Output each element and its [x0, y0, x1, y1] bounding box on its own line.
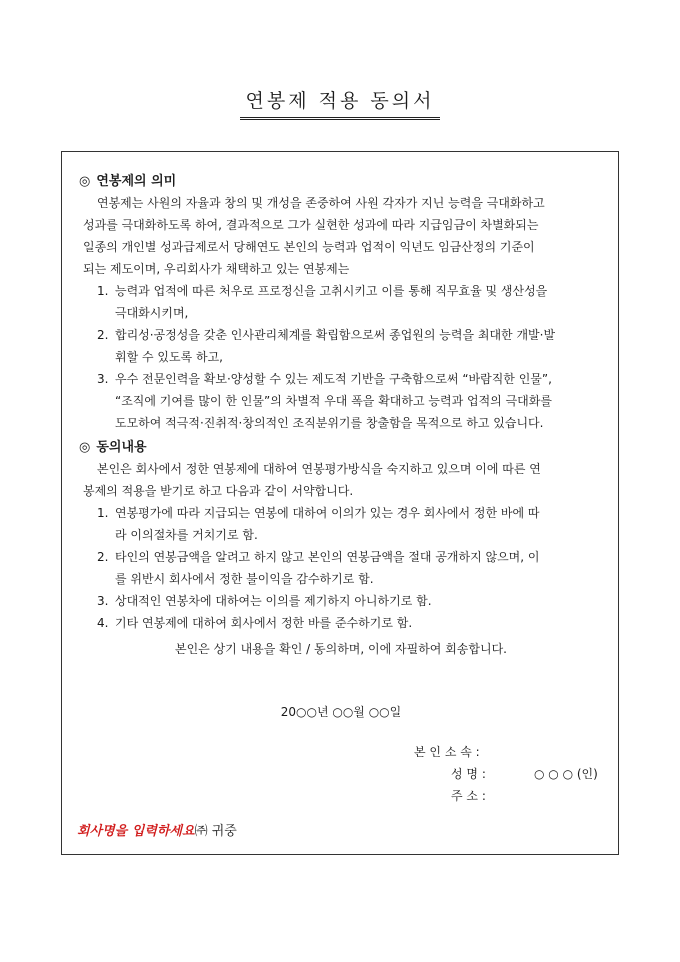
- item-number: 3.: [97, 372, 109, 386]
- item-text: 타인의 연봉금액을 알려고 하지 않고 본인의 연봉금액을 절대 공개하지 않으며, 이: [115, 550, 540, 564]
- signature-affiliation: 본 인 소 속 :: [414, 745, 480, 759]
- item-text: 휘할 수 있도록 하고,: [115, 350, 223, 364]
- item-text: 극대화시키며,: [115, 306, 189, 320]
- section1-heading: [79, 170, 176, 189]
- item-text: 도모하여 적극적·진취적·창의적인 조직분위기를 창출함을 목적으로 하고 있습니다.: [115, 416, 544, 430]
- section2-heading: [79, 436, 147, 455]
- recipient-suffix: ㈜ 귀중: [194, 824, 237, 839]
- item-text: 상대적인 연봉차에 대하여는 이의를 제기하지 아니하기로 함.: [115, 594, 432, 608]
- section2-intro: [83, 458, 603, 502]
- item-text: 기타 연봉제에 대하여 회사에서 정한 바를 준수하기로 함.: [115, 616, 413, 630]
- item-text: 능력과 업적에 따른 처우로 프로정신을 고취시키고 이를 통해 직무효율 및 생산성을: [115, 284, 548, 298]
- title-wrap: [0, 86, 680, 120]
- section2-intro-line: 봉제의 적용을 받기로 하고 다음과 같이 서약합니다.: [83, 484, 354, 498]
- section2-intro-line: 본인은 회사에서 정한 연봉제에 대하여 연봉평가방식을 숙지하고 있으며 이에 따른 연: [97, 462, 541, 476]
- company-name-placeholder[interactable]: 회사명을 입력하세요: [77, 824, 195, 839]
- section2-mark: ◎: [79, 440, 91, 455]
- item-number: 2.: [97, 550, 109, 564]
- signature-address: 주 소 :: [451, 789, 486, 803]
- section1-mark: ◎: [79, 174, 91, 189]
- section1-intro-line: 성과를 극대화하도록 하여, 결과적으로 그가 실현한 성과에 따라 지급임금이 차별화되는: [83, 218, 539, 232]
- agreement-box: [61, 151, 619, 855]
- section1-intro-line: 되는 제도이며, 우리회사가 채택하고 있는 연봉제는: [83, 262, 350, 276]
- item-number: 3.: [97, 594, 109, 608]
- section1-intro: [83, 192, 603, 280]
- item-text: 합리성·공정성을 갖춘 인사관리체계를 확립함으로써 종업원의 능력을 최대한 개발·발: [115, 328, 556, 342]
- confirmation-text: 본인은 상기 내용을 확인 / 동의하며, 이에 자필하여 회송합니다.: [175, 642, 507, 656]
- item-number: 4.: [97, 616, 109, 630]
- section1-intro-line: 연봉제는 사원의 자율과 창의 및 개성을 존중하여 사원 각자가 지닌 능력을 극대화하고: [97, 196, 545, 210]
- item-text: 를 위반시 회사에서 정한 불이익을 감수하기로 함.: [115, 572, 374, 586]
- item-text: 우수 전문인력을 확보·양성할 수 있는 제도적 기반을 구축함으로써 “바람직한 인물”,: [115, 372, 552, 386]
- document-title: 연봉제 적용 동의서: [240, 86, 441, 120]
- item-text: 라 이의절차를 거치기로 함.: [115, 528, 258, 542]
- date-line: 20○○년 ○○월 ○○일: [280, 705, 402, 719]
- item-text: “조직에 기여를 많이 한 인물”의 차별적 우대 폭을 확대하고 능력과 업적의 극대화를: [115, 394, 552, 408]
- section1-heading-text: 연봉제의 의미: [96, 174, 177, 189]
- item-text: 연봉평가에 따라 지급되는 연봉에 대하여 이의가 있는 경우 회사에서 정한 바에 따: [115, 506, 540, 520]
- section1-intro-line: 일종의 개인별 성과급제로서 당해연도 본인의 능력과 업적이 익년도 임금산정의 기준이: [83, 240, 535, 254]
- section2-heading-text: 동의내용: [96, 440, 147, 455]
- item-number: 1.: [97, 284, 109, 298]
- recipient-line: [77, 820, 237, 839]
- signature-name-label: 성 명 :: [451, 767, 486, 781]
- signature-name-value: ○ ○ ○ (인): [534, 767, 598, 781]
- item-number: 1.: [97, 506, 109, 520]
- item-number: 2.: [97, 328, 109, 342]
